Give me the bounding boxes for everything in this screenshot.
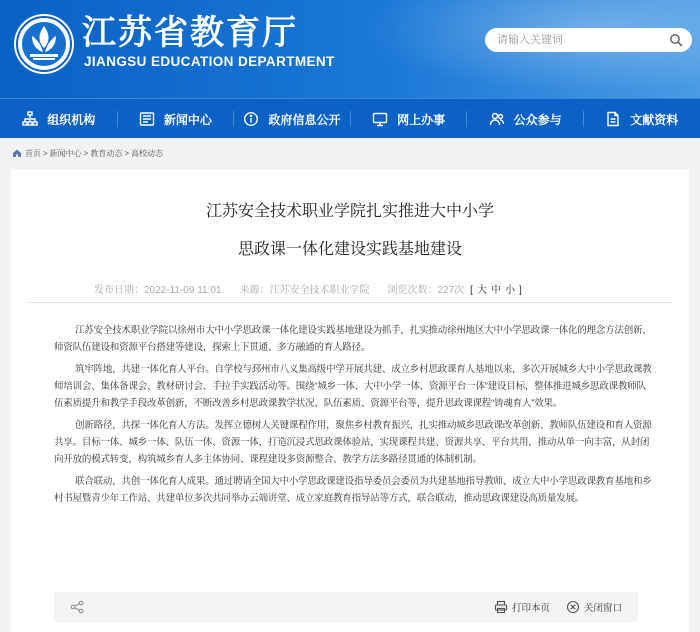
site-title: 江苏省教育厅 [82, 13, 298, 53]
nav-label: 文献资料 [630, 112, 679, 127]
org-chart-icon [21, 110, 39, 128]
font-size-switcher [468, 281, 524, 296]
news-icon [138, 110, 156, 128]
education-dept-logo-icon[interactable] [12, 12, 76, 76]
meta-divider [28, 302, 672, 303]
close-window-label: 关闭窗口 [583, 603, 622, 614]
print-button[interactable] [494, 600, 550, 614]
nav-label: 网上办事 [397, 112, 446, 127]
documents-icon [604, 110, 622, 128]
breadcrumb-news-center[interactable]: 新闻中心 [49, 148, 82, 158]
article-meta [94, 281, 524, 296]
publish-date: 发布日期：2022-11-09 11:01 [94, 285, 222, 296]
breadcrumb-separator: > [83, 148, 89, 158]
nav-item-gov-info[interactable] [233, 99, 350, 139]
nav-item-news[interactable] [117, 99, 234, 139]
search-box [485, 28, 692, 52]
nav-label: 组织机构 [47, 112, 96, 127]
nav-label: 公众参与 [513, 112, 562, 127]
info-disclosure-icon [242, 110, 260, 128]
article-title-line-2: 思政课一体化建设实践基地建设 [237, 239, 462, 258]
online-service-icon [371, 110, 389, 128]
font-size-medium[interactable]: 中 [490, 285, 501, 296]
article-paragraph: 筑牢阵地，共建一体化育人平台。自学校与邳州市八义集高级中学开展共建、成立乡村思政课育人基地以来，多次开展城乡大中小学思政课教师培训会、集体备课会、教材研讨会、手拉手实践活动等。围绕“城乡一体、大中小学一体、资源平台一体”建设目标，整体推进城乡思政课教师队伍素质提升和教学手段改革创新，不断改善乡村思政课教学状况、队伍素质、资源平台等，提升思政课课程“铸魂育人”效果。 [54, 364, 652, 409]
article-source: 来源：江苏安全技术职业学院 [239, 285, 370, 296]
search-icon[interactable] [668, 32, 684, 48]
font-size-small[interactable]: 小 [504, 285, 515, 296]
home-icon [12, 148, 22, 158]
breadcrumb [12, 146, 163, 160]
nav-item-documents[interactable] [583, 99, 700, 139]
article-paragraph: 江苏安全技术职业学院以徐州市大中小学思政课一体化建设实践基地建设为抓手，扎实推动徐州地区大中小学思政课一体化的理念方法创新、师资队伍建设和资源平台搭建等建设，探索上下贯通、多方融通的育人路径。 [54, 325, 652, 353]
print-icon [494, 600, 508, 614]
nav-item-online-service[interactable] [350, 99, 467, 139]
breadcrumb-home[interactable]: 首页 [25, 148, 41, 158]
search-input[interactable] [497, 34, 668, 46]
breadcrumb-edu-news[interactable]: 教育动态 [90, 148, 123, 158]
breadcrumb-separator: > [124, 148, 130, 158]
article-body [54, 322, 652, 512]
breadcrumb-college-news[interactable]: 高校动态 [131, 148, 164, 158]
share-icon[interactable] [70, 600, 84, 614]
font-size-bracket-close: ] [518, 285, 522, 296]
print-label: 打印本页 [511, 603, 550, 614]
nav-label: 新闻中心 [163, 112, 212, 127]
site-subtitle: JIANGSU EDUCATION DEPARTMENT [84, 54, 335, 69]
article-paragraph: 联合联动，共创一体化育人成果。通过聘请全国大中小学思政课建设指导委员会委员为共建基地指导教师、成立大中小学思政课教育基地和乡村书屋暨青少年工作站、共建单位多次共同举办云端讲堂、成立家庭教育指导站等方式，联合联动，推动思政课建设高质量发展。 [54, 476, 652, 504]
breadcrumb-separator: > [43, 148, 48, 158]
font-size-bracket-open: [ [470, 285, 473, 296]
nav-item-org[interactable] [0, 99, 117, 139]
nav-label: 政府信息公开 [268, 112, 341, 127]
footer-actions [494, 600, 622, 614]
close-icon [566, 600, 580, 614]
people-icon [488, 110, 506, 128]
view-count: 浏览次数：227次 [387, 285, 465, 296]
main-nav [0, 98, 700, 138]
article-title-line-1: 江苏安全技术职业学院扎实推进大中小学 [205, 201, 494, 220]
close-window-button[interactable] [566, 600, 622, 614]
site-header [0, 0, 700, 98]
nav-item-public[interactable] [466, 99, 583, 139]
article-footer-bar [54, 592, 638, 622]
font-size-large[interactable]: 大 [476, 285, 487, 296]
article-paragraph: 创新路径，共探一体化育人方法。发挥立德树人关键课程作用，聚焦乡村教育振兴，扎实推动城乡思政课改革创新、教师队伍建设和育人资源共享。目标一体、城乡一体、队伍一体、资源一体，打造沉浸式思政课体验站，实现课程共建、资源共享、平台共用，推动从单一向丰富，从封闭向开放的模式转变，构筑城乡育人多主体协同、课程建设多资源整合、教学方法多路径贯通的体制机制。 [54, 420, 652, 465]
